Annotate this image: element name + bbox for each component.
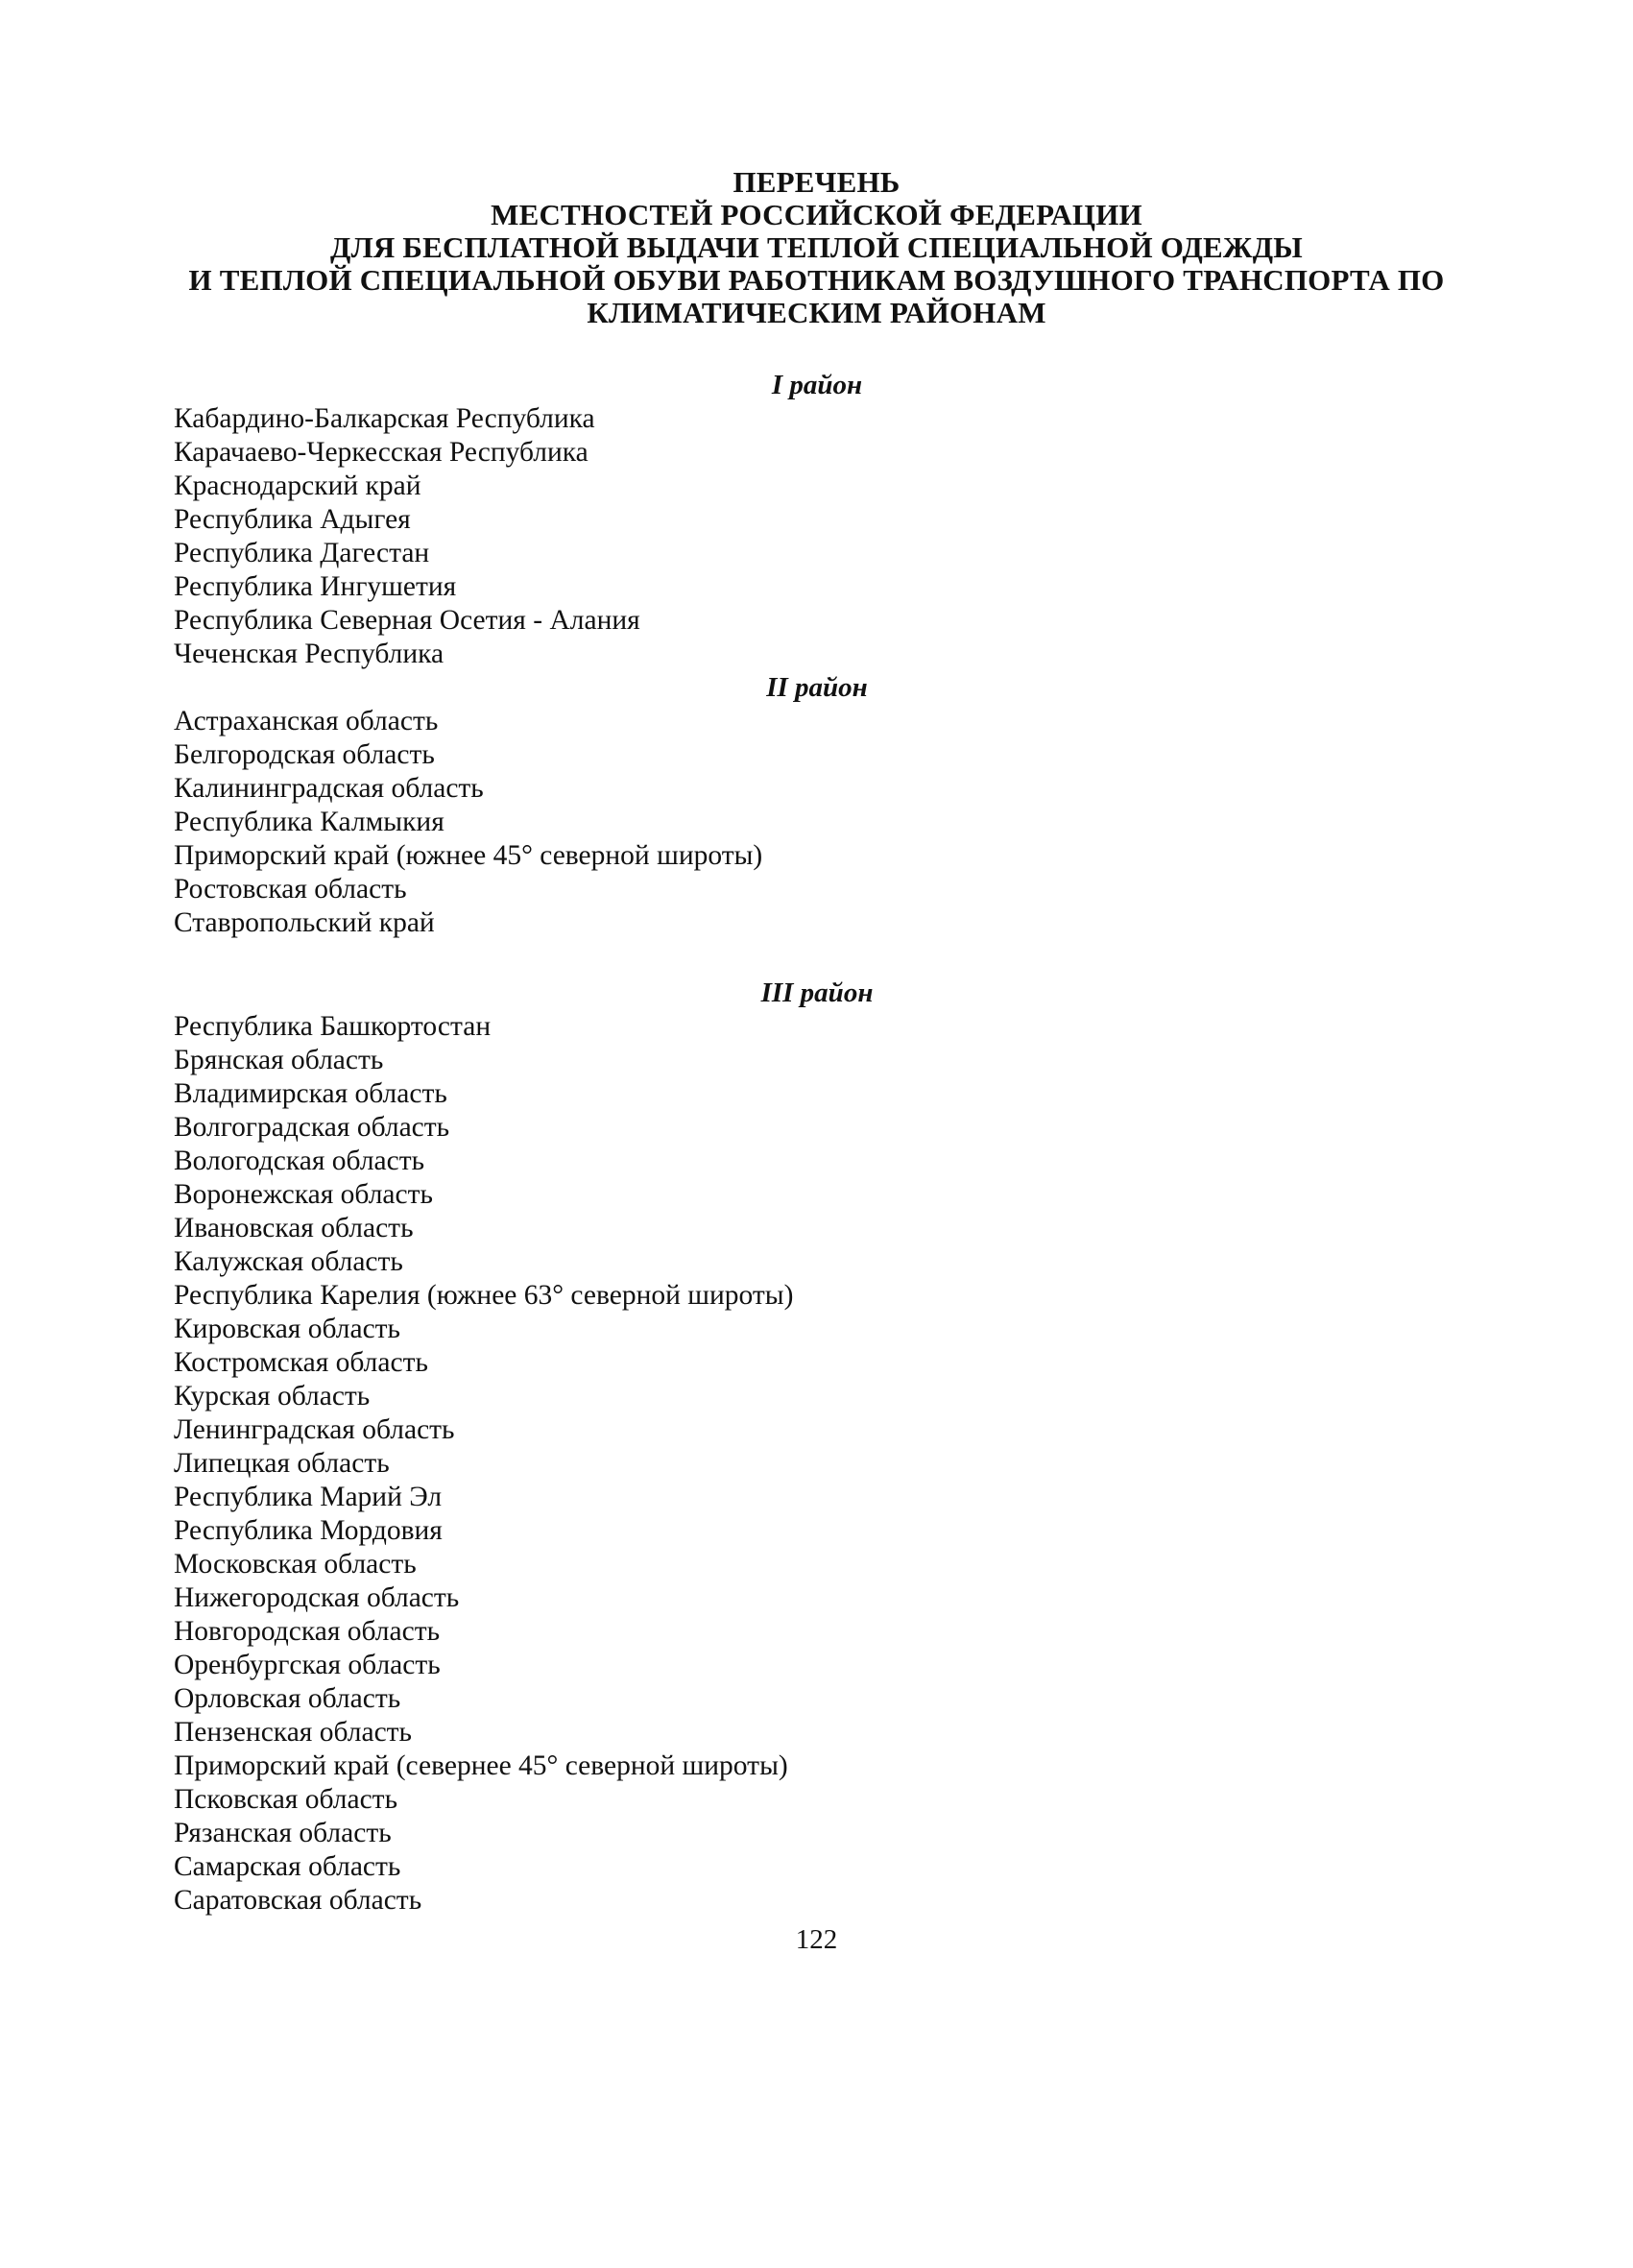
list-item: Республика Марий Эл xyxy=(174,1482,443,1512)
document-title xyxy=(0,166,1633,329)
list-item: Калининградская область xyxy=(174,773,484,804)
list-item: Псковская область xyxy=(174,1784,398,1815)
list-item: Чеченская Республика xyxy=(174,639,444,669)
region-1-list xyxy=(174,402,1460,671)
list-item: Рязанская область xyxy=(174,1818,392,1848)
list-item: Ростовская область xyxy=(174,874,407,905)
list-item: Кировская область xyxy=(174,1314,401,1344)
list-item: Курская область xyxy=(174,1381,371,1411)
list-item: Орловская область xyxy=(174,1683,401,1714)
list-item: Брянская область xyxy=(174,1045,384,1075)
list-item: Ивановская область xyxy=(174,1213,414,1243)
list-item: Самарская область xyxy=(174,1851,401,1882)
region-2-list xyxy=(174,705,1460,940)
region-3-section xyxy=(174,977,1460,1918)
list-item: Республика Башкортостан xyxy=(174,1011,492,1042)
region-heading: III район xyxy=(760,977,874,1008)
list-item: Кабардино-Балкарская Республика xyxy=(174,403,595,434)
list-item: Костромская область xyxy=(174,1347,428,1378)
list-item: Владимирская область xyxy=(174,1078,447,1109)
list-item: Астраханская область xyxy=(174,706,439,736)
list-item: Республика Мордовия xyxy=(174,1515,443,1546)
list-item: Республика Дагестан xyxy=(174,538,430,568)
list-item: Вологодская область xyxy=(174,1146,425,1176)
list-item: Республика Адыгея xyxy=(174,504,411,535)
region-heading: I район xyxy=(771,370,863,400)
list-item: Республика Калмыкия xyxy=(174,807,444,837)
list-item: Пензенская область xyxy=(174,1717,413,1748)
list-item: Липецкая область xyxy=(174,1448,390,1479)
list-item: Краснодарский край xyxy=(174,470,421,501)
list-item: Нижегородская область xyxy=(174,1582,460,1613)
list-item: Новгородская область xyxy=(174,1616,441,1647)
list-item: Карачаево-Черкесская Республика xyxy=(174,437,588,468)
list-item: Приморский край (южнее 45° северной широты) xyxy=(174,840,763,871)
title-line: МЕСТНОСТЕЙ РОССИЙСКОЙ ФЕДЕРАЦИИ xyxy=(491,198,1142,231)
page-number: 122 xyxy=(795,1924,838,1955)
region-heading: II район xyxy=(766,672,868,703)
list-item: Ставропольский край xyxy=(174,907,435,938)
list-item: Республика Карелия (южнее 63° северной широты) xyxy=(174,1280,794,1311)
region-2-section xyxy=(174,671,1460,940)
title-line: ПЕРЕЧЕНЬ xyxy=(732,165,901,199)
title-line: ДЛЯ БЕСПЛАТНОЙ ВЫДАЧИ ТЕПЛОЙ СПЕЦИАЛЬНОЙ ОДЕЖДЫ xyxy=(330,230,1303,264)
list-item: Приморский край (севернее 45° северной широты) xyxy=(174,1750,788,1781)
region-3-list xyxy=(174,1010,1460,1918)
list-item: Белгородская область xyxy=(174,739,435,770)
region-1-section xyxy=(174,369,1460,671)
list-item: Республика Ингушетия xyxy=(174,571,457,602)
list-item: Московская область xyxy=(174,1549,417,1580)
list-item: Калужская область xyxy=(174,1246,403,1277)
list-item: Республика Северная Осетия - Алания xyxy=(174,605,640,636)
title-line: КЛИМАТИЧЕСКИМ РАЙОНАМ xyxy=(587,296,1046,329)
list-item: Ленинградская область xyxy=(174,1414,455,1445)
list-item: Воронежская область xyxy=(174,1179,433,1210)
list-item: Волгоградская область xyxy=(174,1112,450,1143)
list-item: Оренбургская область xyxy=(174,1650,441,1680)
list-item: Саратовская область xyxy=(174,1885,422,1916)
title-line: И ТЕПЛОЙ СПЕЦИАЛЬНОЙ ОБУВИ РАБОТНИКАМ ВОЗДУШНОГО ТРАНСПОРТА ПО xyxy=(188,263,1445,297)
